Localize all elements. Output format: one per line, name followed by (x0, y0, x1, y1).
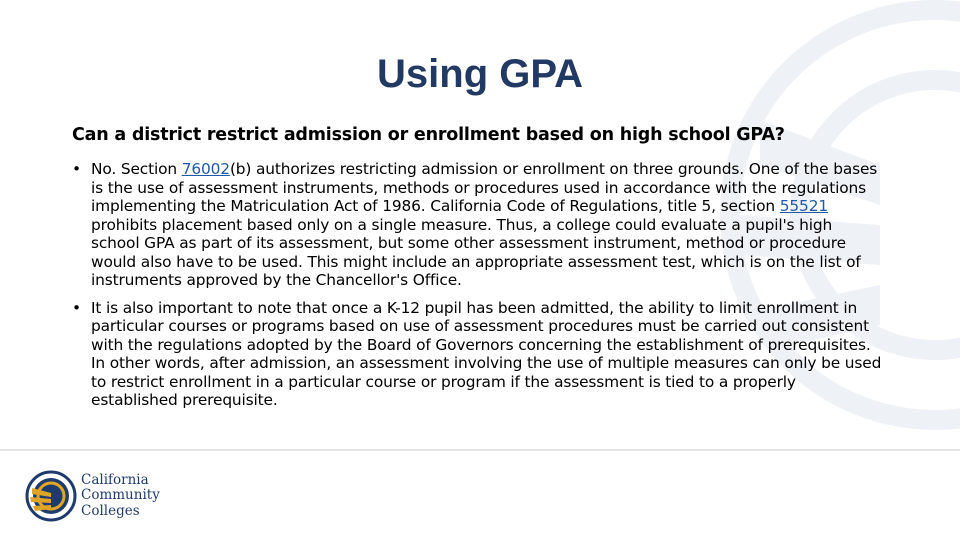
bullet-marker: • (72, 298, 81, 317)
bullet-list (72, 160, 884, 419)
bullet-item (72, 160, 884, 290)
footer-divider (0, 449, 960, 451)
slide-title: Using GPA (377, 52, 583, 96)
bullet-text-part: No. Section (91, 160, 182, 178)
bullet-text-part: prohibits placement based only on a single measure. Thus, a college could evaluate a pupil's high school GPA as part of its assessment, but some other assessment instrument, method or procedure would also have to be used. This might include an appropriate assessment test, which is on the list of instruments approved by the Chancellor's Office. (91, 215, 861, 289)
logo-line: California (81, 471, 149, 488)
logo-wordmark (81, 473, 160, 520)
ccc-seal-icon (25, 470, 77, 522)
logo-line: Colleges (81, 502, 140, 519)
bullet-text-part: (b) authorizes restricting admission or enrollment on three grounds. One of the bases is the use of assessment instruments, methods or procedures used in accordance with the regulations implementing the Matriculation Act of 1986. California Code of Regulations, title 5, section (91, 160, 878, 215)
logo-line: Community (81, 487, 160, 504)
bullet-marker: • (72, 160, 81, 178)
section-76002-link[interactable]: 76002 (181, 160, 230, 178)
bullet-text (91, 160, 877, 289)
section-55521-link[interactable]: 55521 (779, 197, 828, 215)
question-heading: Can a district restrict admission or enrollment based on high school GPA? (72, 125, 785, 145)
california-community-colleges-logo (25, 470, 160, 522)
bullet-text: It is also important to note that once a K-12 pupil has been admitted, the ability to limit enrollment in particular courses or programs based on use of assessment procedures must be carried out consistent with the regulations adopted by the Board of Governors concerning the establishment of prerequisites. In other words, after admission, an assessment involving the use of multiple measures can only be used to restrict enrollment in a particular course or program if the assessment is tied to a properly established prerequisite. (91, 298, 882, 409)
bullet-item (72, 299, 884, 410)
